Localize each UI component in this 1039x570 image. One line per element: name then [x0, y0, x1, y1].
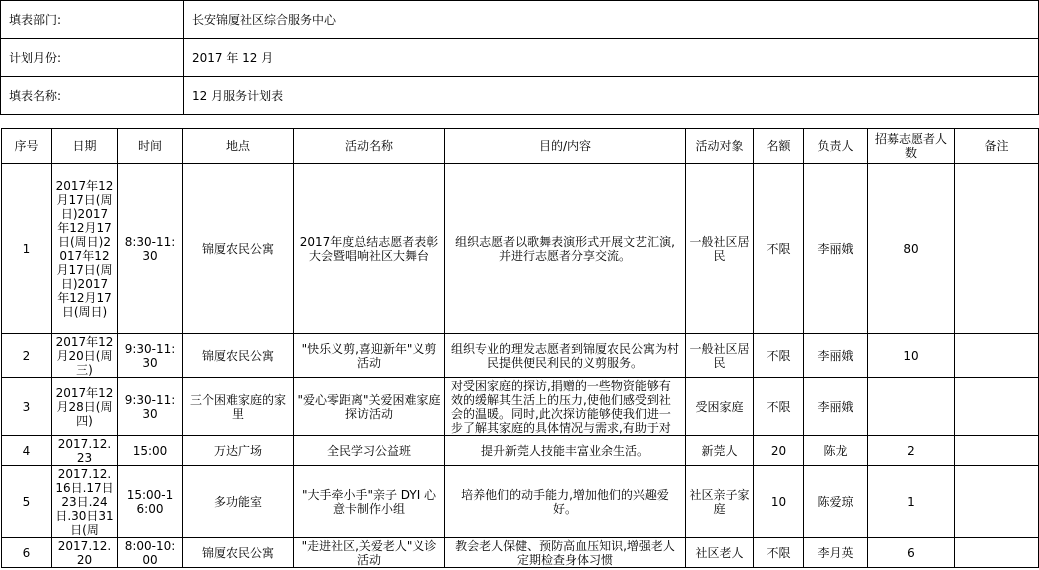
cell-purpose: 提升新莞人技能丰富业余生活。 [445, 436, 686, 466]
cell-activity: "大手牵小手"亲子 DYI 心意卡制作小组 [294, 466, 445, 538]
cell-place: 多功能室 [183, 466, 294, 538]
dept-value: 长安锦厦社区综合服务中心 [184, 1, 1039, 39]
col-header-no: 序号 [2, 129, 52, 164]
cell-no: 5 [2, 466, 52, 538]
cell-purpose: 组织专业的理发志愿者到锦厦农民公寓为村民提供便民利民的义剪服务。 [445, 334, 686, 378]
col-header-remark: 备注 [955, 129, 1039, 164]
col-header-place: 地点 [183, 129, 294, 164]
dept-label: 填表部门: [1, 1, 184, 39]
cell-activity: 全民学习公益班 [294, 436, 445, 466]
cell-place: 锦厦农民公寓 [183, 538, 294, 568]
cell-owner: 李丽娥 [804, 164, 868, 334]
cell-no: 6 [2, 538, 52, 568]
cell-volunteers [868, 378, 955, 436]
cell-quota: 不限 [754, 538, 804, 568]
cell-remark [955, 466, 1039, 538]
cell-date: 2017年12月28日(周四) [52, 378, 118, 436]
table-row [2, 466, 1039, 538]
cell-target: 新莞人 [686, 436, 754, 466]
cell-activity: "爱心零距离"关爱困难家庭探访活动 [294, 378, 445, 436]
table-row [2, 164, 1039, 334]
cell-date: 2017年12月17日(周日)2017年12月17日(周日)2017年12月17日(周日)2017年12月17日(周日) [52, 164, 118, 334]
cell-owner: 李丽娥 [804, 378, 868, 436]
header-row-dept [1, 1, 1039, 39]
cell-time: 8:30-11:30 [118, 164, 183, 334]
cell-volunteers: 2 [868, 436, 955, 466]
cell-purpose: 对受困家庭的探访,捐赠的一些物资能够有效的缓解其生活上的压力,使他们感受到社会的温暖。同时,此次探访能够使我们进一步了解其家庭的具体情况与需求,有助于对 [445, 378, 686, 436]
header-row-month [1, 39, 1039, 77]
table-row [2, 436, 1039, 466]
name-value: 12 月服务计划表 [184, 77, 1039, 115]
cell-quota: 不限 [754, 334, 804, 378]
cell-place: 锦厦农民公寓 [183, 164, 294, 334]
cell-activity: 2017年度总结志愿者表彰大会暨唱响社区大舞台 [294, 164, 445, 334]
col-header-time: 时间 [118, 129, 183, 164]
col-header-quota: 名额 [754, 129, 804, 164]
cell-time: 9:30-11:30 [118, 378, 183, 436]
cell-date: 2017.12.23 [52, 436, 118, 466]
col-header-owner: 负责人 [804, 129, 868, 164]
col-header-date: 日期 [52, 129, 118, 164]
cell-quota: 20 [754, 436, 804, 466]
cell-activity: "走进社区,关爱老人"义诊活动 [294, 538, 445, 568]
table-header-row [2, 129, 1039, 164]
cell-time: 9:30-11:30 [118, 334, 183, 378]
cell-place: 锦厦农民公寓 [183, 334, 294, 378]
cell-target: 一般社区居民 [686, 164, 754, 334]
cell-remark [955, 164, 1039, 334]
cell-remark [955, 538, 1039, 568]
cell-target: 受困家庭 [686, 378, 754, 436]
cell-volunteers: 6 [868, 538, 955, 568]
cell-target: 社区老人 [686, 538, 754, 568]
month-label: 计划月份: [1, 39, 184, 77]
cell-place: 三个困难家庭的家里 [183, 378, 294, 436]
service-plan-table [1, 128, 1039, 568]
header-row-name [1, 77, 1039, 115]
cell-volunteers: 80 [868, 164, 955, 334]
cell-time: 15:00 [118, 436, 183, 466]
cell-quota: 不限 [754, 164, 804, 334]
cell-owner: 李丽娥 [804, 334, 868, 378]
cell-owner: 陈龙 [804, 436, 868, 466]
cell-no: 1 [2, 164, 52, 334]
cell-no: 4 [2, 436, 52, 466]
table-row [2, 378, 1039, 436]
cell-volunteers: 1 [868, 466, 955, 538]
cell-target: 一般社区居民 [686, 334, 754, 378]
cell-target: 社区亲子家庭 [686, 466, 754, 538]
col-header-purpose: 目的/内容 [445, 129, 686, 164]
cell-quota: 不限 [754, 378, 804, 436]
cell-remark [955, 378, 1039, 436]
cell-place: 万达广场 [183, 436, 294, 466]
month-value: 2017 年 12 月 [184, 39, 1039, 77]
cell-date: 2017.12.20 [52, 538, 118, 568]
table-row [2, 538, 1039, 568]
name-label: 填表名称: [1, 77, 184, 115]
cell-owner: 陈爱琼 [804, 466, 868, 538]
cell-remark [955, 334, 1039, 378]
col-header-activity: 活动名称 [294, 129, 445, 164]
cell-owner: 李月英 [804, 538, 868, 568]
cell-no: 3 [2, 378, 52, 436]
cell-purpose: 培养他们的动手能力,增加他们的兴趣爱好。 [445, 466, 686, 538]
cell-no: 2 [2, 334, 52, 378]
cell-purpose: 教会老人保健、预防高血压知识,增强老人定期检查身体习惯 [445, 538, 686, 568]
col-header-volunteers: 招募志愿者人数 [868, 129, 955, 164]
table-row [2, 334, 1039, 378]
cell-time: 15:00-16:00 [118, 466, 183, 538]
cell-volunteers: 10 [868, 334, 955, 378]
cell-purpose: 组织志愿者以歌舞表演形式开展文艺汇演,并进行志愿者分享交流。 [445, 164, 686, 334]
cell-quota: 10 [754, 466, 804, 538]
cell-date: 2017.12.16日.17日23日.24日.30日31日(周 [52, 466, 118, 538]
cell-time: 8:00-10:00 [118, 538, 183, 568]
cell-remark [955, 436, 1039, 466]
cell-activity: "快乐义剪,喜迎新年"义剪活动 [294, 334, 445, 378]
col-header-target: 活动对象 [686, 129, 754, 164]
header-info-table [0, 0, 1039, 115]
cell-date: 2017年12月20日(周三) [52, 334, 118, 378]
